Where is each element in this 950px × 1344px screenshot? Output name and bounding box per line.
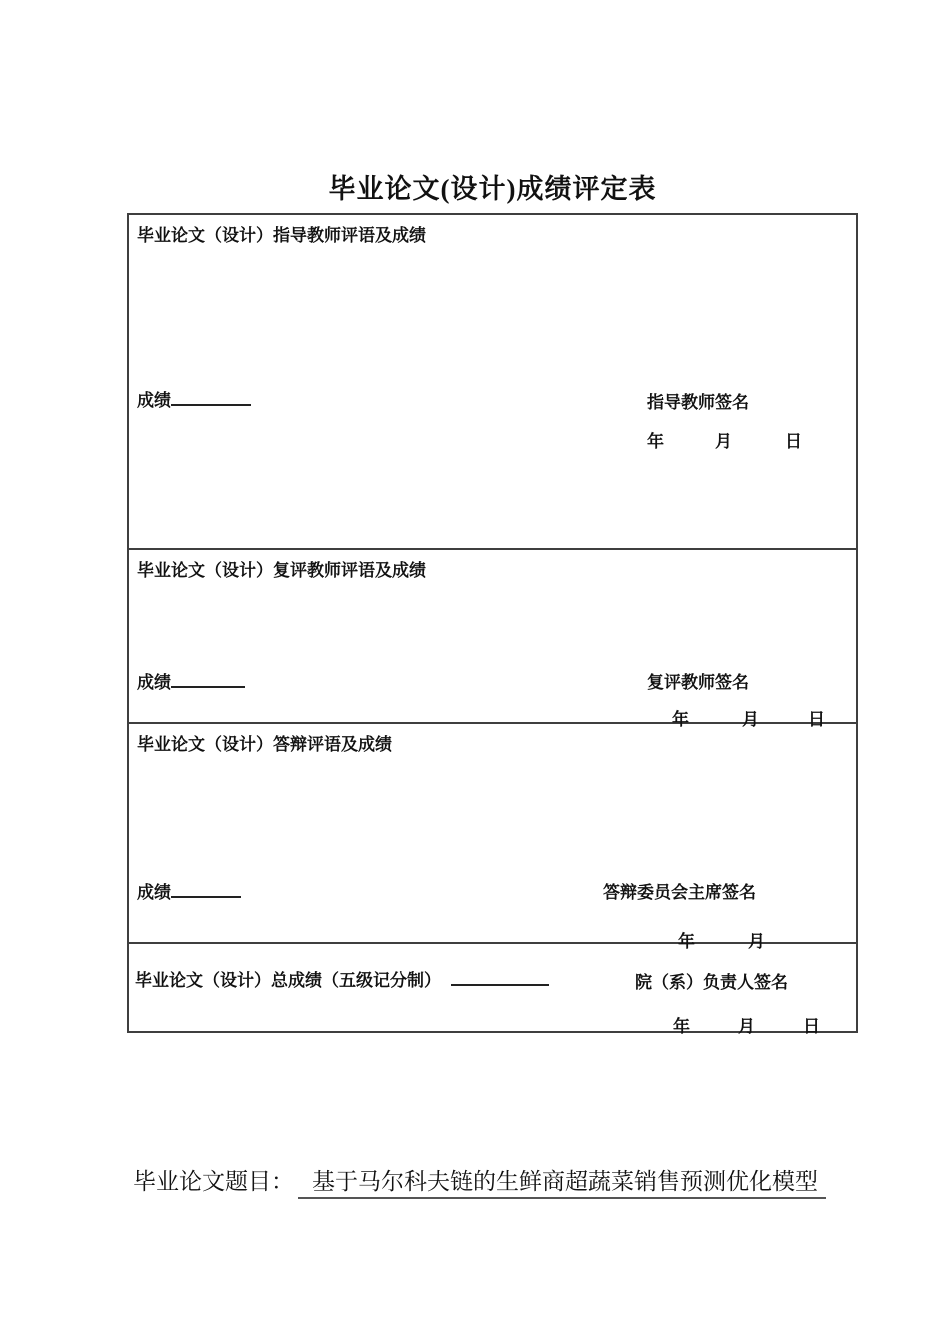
defense-section-header: 毕业论文（设计）答辩评语及成绩 [137, 735, 392, 754]
score-blank-line [171, 673, 245, 688]
reviewer-score-line [137, 668, 245, 693]
reviewer-section-header: 毕业论文（设计）复评教师评语及成绩 [137, 561, 426, 580]
final-grade-section [129, 944, 856, 1036]
grade-evaluation-table [127, 213, 858, 1036]
day-label: 日 [808, 710, 825, 729]
advisor-score-line [137, 386, 251, 411]
score-label: 成绩 [137, 883, 171, 902]
score-label: 成绩 [137, 391, 171, 410]
score-blank-line [171, 391, 251, 406]
reviewer-section [129, 550, 856, 729]
advisor-section-header: 毕业论文（设计）指导教师评语及成绩 [137, 226, 426, 245]
month-label: 月 [738, 1017, 755, 1036]
final-grade-line [135, 966, 549, 991]
year-label: 年 [647, 432, 664, 451]
thesis-title-value: 基于马尔科夫链的生鲜商超蔬菜销售预测优化模型 [298, 1169, 826, 1199]
month-label: 月 [748, 932, 765, 951]
department-head-signature-label: 院（系）负责人签名 [635, 973, 788, 992]
advisor-signature-label: 指导教师签名 [647, 393, 749, 412]
score-label: 成绩 [137, 673, 171, 692]
document-title: 毕业论文(设计)成绩评定表 [328, 174, 657, 204]
thesis-title-line [133, 1167, 826, 1197]
final-grade-blank-line [451, 971, 549, 986]
day-label: 日 [803, 1017, 820, 1036]
month-label: 月 [742, 710, 759, 729]
month-label: 月 [715, 432, 732, 451]
day-label: 日 [785, 432, 802, 451]
year-label: 年 [672, 710, 689, 729]
year-label: 年 [678, 932, 695, 951]
year-label: 年 [673, 1017, 690, 1036]
defense-score-line [137, 878, 241, 903]
thesis-title-label: 毕业论文题目： [133, 1169, 294, 1194]
advisor-section [129, 215, 856, 550]
score-blank-line [171, 883, 241, 898]
final-grade-label: 毕业论文（设计）总成绩（五级记分制） [135, 971, 441, 990]
reviewer-signature-label: 复评教师签名 [647, 673, 749, 692]
defense-chair-signature-label: 答辩委员会主席签名 [603, 883, 756, 902]
defense-section [129, 724, 856, 951]
